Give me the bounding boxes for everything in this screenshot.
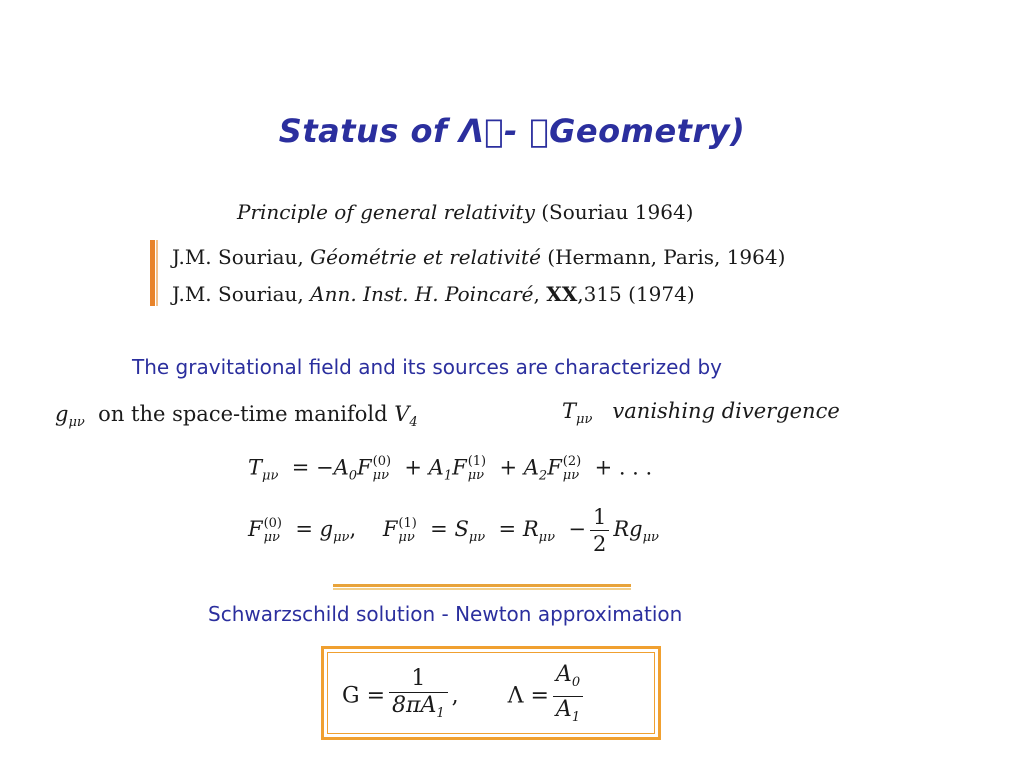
stress-tensor-expansion: $T_{\mu\nu} = -A_0F$ (0) μν + $A_1F$ (1) μν + $A_2F$ (2) μν + . . .: [248, 454, 653, 484]
reference-2-volume: XX: [546, 282, 578, 306]
principle-line: [237, 200, 693, 224]
metric-line: $g_{\mu\nu}$ on the space-time manifold $V_4$: [55, 402, 418, 430]
statement-text: The gravitational field and its sources are characterized by: [132, 355, 722, 379]
half-fraction: $\frac{1}{2}$: [590, 504, 609, 557]
stress-tensor-line: $T_{\mu\nu}$ vanishing divergence: [562, 399, 840, 427]
reference-2-pages: ,315 (1974): [577, 282, 695, 306]
reference-2: J.M. Souriau, Ann. Inst. H. Poincaré, XX,315 (1974): [172, 282, 695, 306]
approximation-label: Schwarzschild solution - Newton approximation: [208, 602, 683, 626]
reference-accent-bar-light: [156, 240, 158, 306]
page-title: Status of Λ - Geometry): [292, 112, 732, 150]
principle-italic: Principle of general relativity: [237, 200, 535, 224]
gravitational-constant-fraction: $\frac{1}{8\pi A_1}$: [389, 666, 448, 727]
reference-1-title: Géométrie et relativité: [310, 245, 541, 269]
reference-1-publisher: (Hermann, Paris, 1964): [540, 245, 786, 269]
metric-description: on the space-time manifold: [98, 402, 388, 426]
reference-2-author: J.M. Souriau,: [172, 282, 311, 306]
field-definitions: F (0) μν = $g_{\mu\nu}$, F (1) μν = $S_{\mu\nu} = R_{\mu\nu}$ − $\frac{1}{2}$ $Rg_{\mu\nu}$: [248, 505, 659, 556]
section-divider: [333, 584, 631, 587]
reference-1: [172, 245, 785, 269]
section-divider-light: [333, 588, 631, 590]
reference-2-journal: Ann. Inst. H. Poincaré: [310, 282, 534, 306]
cosmological-constant-fraction: $\frac{A_0}{A_1}$: [553, 662, 583, 731]
reference-1-author: J.M. Souriau,: [172, 245, 311, 269]
stress-tensor-description: vanishing divergence: [612, 399, 840, 423]
principle-source: (Souriau 1964): [534, 200, 694, 224]
reference-accent-bar: [150, 240, 155, 306]
result-equations: G = $\frac{1}{8\pi A_1}$ , Λ = $\frac{A_0}{A_1}$: [342, 662, 587, 731]
